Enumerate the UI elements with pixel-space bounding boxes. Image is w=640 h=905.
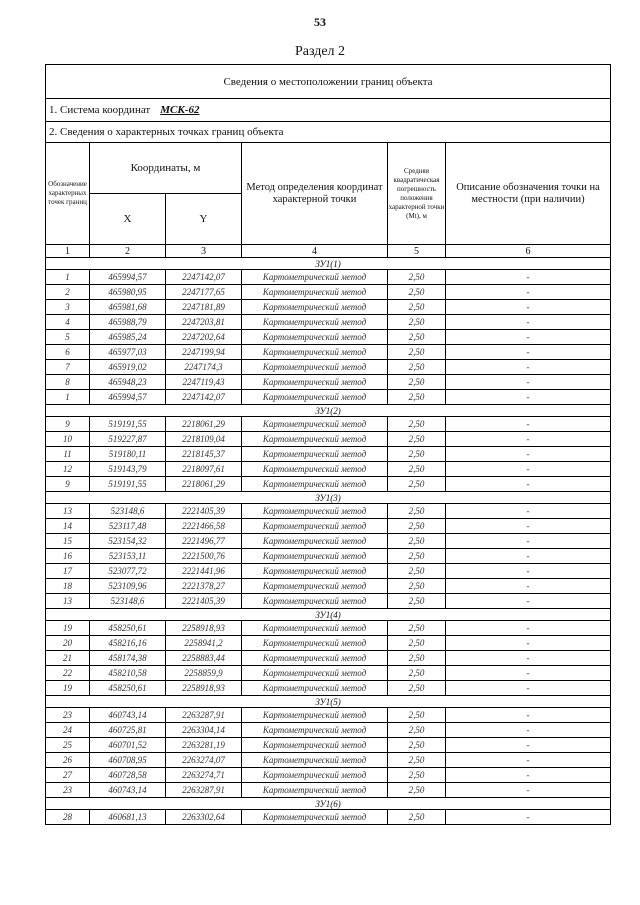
- cell-desc: -: [446, 330, 611, 345]
- cell-desc: -: [446, 477, 611, 492]
- cell-point-number: 11: [46, 447, 90, 462]
- cell-method: Картометрический метод: [242, 708, 388, 723]
- table-row: [46, 738, 611, 753]
- cell-x-coordinate: 465994,57: [90, 270, 166, 285]
- column-number: 1: [46, 245, 90, 258]
- cell-method: Картометрический метод: [242, 594, 388, 609]
- table-row: [46, 534, 611, 549]
- cell-method: Картометрический метод: [242, 390, 388, 405]
- cell-error: 2,50: [388, 651, 446, 666]
- cell-method: Картометрический метод: [242, 768, 388, 783]
- cell-desc: -: [446, 462, 611, 477]
- cell-y-coordinate: 2218109,04: [166, 432, 242, 447]
- cell-desc: -: [446, 564, 611, 579]
- group-row: [46, 609, 611, 621]
- cell-y-coordinate: 2247202,64: [166, 330, 242, 345]
- cell-method: Картометрический метод: [242, 579, 388, 594]
- group-name: ЗУ1(4): [46, 609, 611, 621]
- cell-error: 2,50: [388, 315, 446, 330]
- table-row: [46, 594, 611, 609]
- cell-error: 2,50: [388, 417, 446, 432]
- cell-y-coordinate: 2258859,9: [166, 666, 242, 681]
- cell-point-number: 4: [46, 315, 90, 330]
- cell-x-coordinate: 460701,52: [90, 738, 166, 753]
- cell-y-coordinate: 2221405,39: [166, 594, 242, 609]
- coordinate-system-row: [46, 99, 611, 122]
- cell-y-coordinate: 2258941,2: [166, 636, 242, 651]
- cell-y-coordinate: 2221466,58: [166, 519, 242, 534]
- cell-y-coordinate: 2263274,07: [166, 753, 242, 768]
- cell-point-number: 9: [46, 417, 90, 432]
- cell-x-coordinate: 519191,55: [90, 477, 166, 492]
- table-row: [46, 723, 611, 738]
- group-name: ЗУ1(5): [46, 696, 611, 708]
- cell-x-coordinate: 519143,79: [90, 462, 166, 477]
- cell-error: 2,50: [388, 681, 446, 696]
- cell-error: 2,50: [388, 432, 446, 447]
- cell-y-coordinate: 2221378,27: [166, 579, 242, 594]
- cell-y-coordinate: 2247177,65: [166, 285, 242, 300]
- table-row: [46, 768, 611, 783]
- cell-point-number: 6: [46, 345, 90, 360]
- cell-desc: -: [446, 621, 611, 636]
- cell-method: Картометрический метод: [242, 681, 388, 696]
- cell-point-number: 24: [46, 723, 90, 738]
- cell-method: Картометрический метод: [242, 810, 388, 825]
- group-row: [46, 258, 611, 270]
- cell-point-number: 23: [46, 708, 90, 723]
- cell-point-number: 19: [46, 621, 90, 636]
- cell-desc: -: [446, 636, 611, 651]
- cell-method: Картометрический метод: [242, 447, 388, 462]
- header-method: Метод определения координат характерной точки: [242, 143, 388, 245]
- table-row: [46, 390, 611, 405]
- cell-x-coordinate: 460725,81: [90, 723, 166, 738]
- cell-error: 2,50: [388, 462, 446, 477]
- cell-point-number: 12: [46, 462, 90, 477]
- cell-method: Картометрический метод: [242, 432, 388, 447]
- cell-method: Картометрический метод: [242, 270, 388, 285]
- table-row: [46, 315, 611, 330]
- cell-x-coordinate: 458210,58: [90, 666, 166, 681]
- cell-y-coordinate: 2218061,29: [166, 477, 242, 492]
- cell-x-coordinate: 460708,95: [90, 753, 166, 768]
- cell-method: Картометрический метод: [242, 738, 388, 753]
- cell-desc: -: [446, 534, 611, 549]
- table-row: [46, 345, 611, 360]
- cell-point-number: 15: [46, 534, 90, 549]
- cell-error: 2,50: [388, 390, 446, 405]
- cell-method: Картометрический метод: [242, 621, 388, 636]
- cell-error: 2,50: [388, 504, 446, 519]
- coordinate-system-label: 1. Система координат: [49, 104, 151, 116]
- table-banner: Сведения о местоположении границ объекта: [46, 65, 611, 99]
- cell-error: 2,50: [388, 621, 446, 636]
- cell-error: 2,50: [388, 768, 446, 783]
- cell-x-coordinate: 460728,58: [90, 768, 166, 783]
- table-row: [46, 564, 611, 579]
- cell-desc: -: [446, 285, 611, 300]
- cell-error: 2,50: [388, 534, 446, 549]
- cell-error: 2,50: [388, 477, 446, 492]
- table-row: [46, 783, 611, 798]
- cell-desc: -: [446, 738, 611, 753]
- table-row: [46, 270, 611, 285]
- cell-y-coordinate: 2221405,39: [166, 504, 242, 519]
- cell-method: Картометрический метод: [242, 549, 388, 564]
- cell-y-coordinate: 2263302,64: [166, 810, 242, 825]
- cell-point-number: 7: [46, 360, 90, 375]
- cell-method: Картометрический метод: [242, 375, 388, 390]
- table-row: [46, 621, 611, 636]
- cell-method: Картометрический метод: [242, 477, 388, 492]
- cell-desc: -: [446, 708, 611, 723]
- cell-desc: -: [446, 270, 611, 285]
- column-number: 3: [166, 245, 242, 258]
- cell-method: Картометрический метод: [242, 330, 388, 345]
- cell-point-number: 17: [46, 564, 90, 579]
- cell-error: 2,50: [388, 330, 446, 345]
- cell-method: Картометрический метод: [242, 345, 388, 360]
- cell-x-coordinate: 465985,24: [90, 330, 166, 345]
- cell-x-coordinate: 523154,32: [90, 534, 166, 549]
- cell-error: 2,50: [388, 783, 446, 798]
- group-name: ЗУ1(1): [46, 258, 611, 270]
- cell-error: 2,50: [388, 300, 446, 315]
- cell-point-number: 2: [46, 285, 90, 300]
- cell-method: Картометрический метод: [242, 651, 388, 666]
- cell-error: 2,50: [388, 345, 446, 360]
- cell-desc: -: [446, 375, 611, 390]
- coordinate-system-value: МСК-62: [160, 104, 200, 116]
- cell-method: Картометрический метод: [242, 285, 388, 300]
- cell-point-number: 3: [46, 300, 90, 315]
- cell-method: Картометрический метод: [242, 315, 388, 330]
- table-row: [46, 681, 611, 696]
- cell-error: 2,50: [388, 519, 446, 534]
- cell-error: 2,50: [388, 753, 446, 768]
- cell-desc: -: [446, 753, 611, 768]
- table-row: [46, 432, 611, 447]
- group-name: ЗУ1(2): [46, 405, 611, 417]
- cell-x-coordinate: 460681,13: [90, 810, 166, 825]
- cell-x-coordinate: 465980,95: [90, 285, 166, 300]
- table-row: [46, 810, 611, 825]
- cell-point-number: 13: [46, 504, 90, 519]
- cell-point-number: 26: [46, 753, 90, 768]
- cell-method: Картометрический метод: [242, 753, 388, 768]
- table-row: [46, 462, 611, 477]
- cell-desc: -: [446, 360, 611, 375]
- cell-y-coordinate: 2247119,43: [166, 375, 242, 390]
- header-y: Y: [166, 194, 242, 245]
- cell-error: 2,50: [388, 447, 446, 462]
- table-row: [46, 330, 611, 345]
- cell-method: Картометрический метод: [242, 504, 388, 519]
- cell-method: Картометрический метод: [242, 462, 388, 477]
- cell-y-coordinate: 2263287,91: [166, 783, 242, 798]
- table-row: [46, 753, 611, 768]
- cell-x-coordinate: 523148,6: [90, 594, 166, 609]
- table-row: [46, 666, 611, 681]
- table-row: [46, 300, 611, 315]
- cell-desc: -: [446, 768, 611, 783]
- cell-y-coordinate: 2263304,14: [166, 723, 242, 738]
- cell-error: 2,50: [388, 810, 446, 825]
- cell-error: 2,50: [388, 360, 446, 375]
- cell-method: Картометрический метод: [242, 636, 388, 651]
- cell-x-coordinate: 523148,6: [90, 504, 166, 519]
- cell-x-coordinate: 458250,61: [90, 621, 166, 636]
- cell-error: 2,50: [388, 594, 446, 609]
- table-row: [46, 504, 611, 519]
- cell-error: 2,50: [388, 285, 446, 300]
- cell-point-number: 21: [46, 651, 90, 666]
- boundary-table: [45, 64, 611, 825]
- cell-desc: -: [446, 666, 611, 681]
- cell-x-coordinate: 519180,11: [90, 447, 166, 462]
- cell-desc: -: [446, 345, 611, 360]
- cell-error: 2,50: [388, 666, 446, 681]
- cell-x-coordinate: 519227,87: [90, 432, 166, 447]
- column-numbers-row: [46, 245, 611, 258]
- cell-error: 2,50: [388, 375, 446, 390]
- cell-desc: -: [446, 579, 611, 594]
- cell-desc: -: [446, 723, 611, 738]
- cell-method: Картометрический метод: [242, 564, 388, 579]
- cell-desc: -: [446, 417, 611, 432]
- cell-desc: -: [446, 300, 611, 315]
- cell-point-number: 1: [46, 270, 90, 285]
- cell-x-coordinate: 460743,14: [90, 708, 166, 723]
- section-title: Раздел 2: [294, 44, 346, 59]
- table-row: [46, 447, 611, 462]
- header-description: Описание обозначения точки на местности (при наличии): [446, 143, 611, 245]
- cell-method: Картометрический метод: [242, 723, 388, 738]
- cell-desc: -: [446, 315, 611, 330]
- group-row: [46, 492, 611, 504]
- cell-point-number: 22: [46, 666, 90, 681]
- group-row: [46, 798, 611, 810]
- cell-error: 2,50: [388, 708, 446, 723]
- cell-point-number: 9: [46, 477, 90, 492]
- table-row: [46, 519, 611, 534]
- cell-point-number: 19: [46, 681, 90, 696]
- cell-point-number: 10: [46, 432, 90, 447]
- cell-y-coordinate: 2247174,3: [166, 360, 242, 375]
- cell-x-coordinate: 458174,38: [90, 651, 166, 666]
- cell-method: Картометрический метод: [242, 519, 388, 534]
- table-row: [46, 708, 611, 723]
- cell-x-coordinate: 465981,68: [90, 300, 166, 315]
- cell-y-coordinate: 2258918,93: [166, 681, 242, 696]
- cell-desc: -: [446, 594, 611, 609]
- cell-desc: -: [446, 504, 611, 519]
- cell-x-coordinate: 465977,03: [90, 345, 166, 360]
- cell-error: 2,50: [388, 636, 446, 651]
- cell-y-coordinate: 2263274,71: [166, 768, 242, 783]
- cell-y-coordinate: 2247203,81: [166, 315, 242, 330]
- cell-x-coordinate: 523077,72: [90, 564, 166, 579]
- table-row: [46, 285, 611, 300]
- cell-x-coordinate: 523153,11: [90, 549, 166, 564]
- group-row: [46, 405, 611, 417]
- cell-y-coordinate: 2218061,29: [166, 417, 242, 432]
- header-error: Средняя квадратическая погрешность положения характерной точки (Mt), м: [388, 143, 446, 245]
- header-coordinates: Координаты, м: [90, 143, 242, 194]
- cell-x-coordinate: 465919,02: [90, 360, 166, 375]
- cell-y-coordinate: 2218145,37: [166, 447, 242, 462]
- cell-x-coordinate: 458216,16: [90, 636, 166, 651]
- cell-point-number: 16: [46, 549, 90, 564]
- cell-y-coordinate: 2263287,91: [166, 708, 242, 723]
- cell-desc: -: [446, 651, 611, 666]
- cell-method: Картометрический метод: [242, 360, 388, 375]
- cell-y-coordinate: 2221441,96: [166, 564, 242, 579]
- cell-method: Картометрический метод: [242, 666, 388, 681]
- cell-x-coordinate: 523109,96: [90, 579, 166, 594]
- column-number: 4: [242, 245, 388, 258]
- cell-desc: -: [446, 783, 611, 798]
- cell-y-coordinate: 2247142,07: [166, 270, 242, 285]
- table-row: [46, 549, 611, 564]
- table-row: [46, 417, 611, 432]
- cell-error: 2,50: [388, 549, 446, 564]
- cell-point-number: 13: [46, 594, 90, 609]
- cell-point-number: 1: [46, 390, 90, 405]
- cell-point-number: 18: [46, 579, 90, 594]
- cell-point-number: 25: [46, 738, 90, 753]
- cell-x-coordinate: 460743,14: [90, 783, 166, 798]
- column-number: 6: [446, 245, 611, 258]
- cell-point-number: 14: [46, 519, 90, 534]
- cell-desc: -: [446, 432, 611, 447]
- cell-x-coordinate: 465994,57: [90, 390, 166, 405]
- cell-point-number: 20: [46, 636, 90, 651]
- table-row: [46, 651, 611, 666]
- table-row: [46, 360, 611, 375]
- cell-point-number: 8: [46, 375, 90, 390]
- cell-point-number: 28: [46, 810, 90, 825]
- header-designation: Обозначение характерных точек границ: [46, 143, 90, 245]
- table-row: [46, 579, 611, 594]
- cell-error: 2,50: [388, 270, 446, 285]
- cell-y-coordinate: 2247181,89: [166, 300, 242, 315]
- cell-error: 2,50: [388, 723, 446, 738]
- points-heading: 2. Сведения о характерных точках границ объекта: [46, 122, 611, 143]
- cell-desc: -: [446, 447, 611, 462]
- cell-y-coordinate: 2258883,44: [166, 651, 242, 666]
- cell-desc: -: [446, 810, 611, 825]
- cell-point-number: 5: [46, 330, 90, 345]
- table-row: [46, 477, 611, 492]
- cell-point-number: 23: [46, 783, 90, 798]
- cell-error: 2,50: [388, 738, 446, 753]
- header-x: X: [90, 194, 166, 245]
- cell-x-coordinate: 519191,55: [90, 417, 166, 432]
- table-row: [46, 375, 611, 390]
- table-row: [46, 636, 611, 651]
- cell-x-coordinate: 458250,61: [90, 681, 166, 696]
- cell-method: Картометрический метод: [242, 534, 388, 549]
- group-name: ЗУ1(3): [46, 492, 611, 504]
- cell-desc: -: [446, 390, 611, 405]
- cell-desc: -: [446, 549, 611, 564]
- cell-point-number: 27: [46, 768, 90, 783]
- column-number: 2: [90, 245, 166, 258]
- cell-x-coordinate: 465988,79: [90, 315, 166, 330]
- group-row: [46, 696, 611, 708]
- cell-x-coordinate: 465948,23: [90, 375, 166, 390]
- cell-y-coordinate: 2247199,94: [166, 345, 242, 360]
- cell-y-coordinate: 2221500,76: [166, 549, 242, 564]
- cell-y-coordinate: 2247142,07: [166, 390, 242, 405]
- group-name: ЗУ1(6): [46, 798, 611, 810]
- cell-y-coordinate: 2221496,77: [166, 534, 242, 549]
- cell-method: Картометрический метод: [242, 417, 388, 432]
- cell-desc: -: [446, 519, 611, 534]
- cell-desc: -: [446, 681, 611, 696]
- cell-error: 2,50: [388, 564, 446, 579]
- cell-y-coordinate: 2218097,61: [166, 462, 242, 477]
- cell-error: 2,50: [388, 579, 446, 594]
- cell-method: Картометрический метод: [242, 783, 388, 798]
- page-number: 53: [314, 15, 326, 29]
- cell-y-coordinate: 2258918,93: [166, 621, 242, 636]
- column-number: 5: [388, 245, 446, 258]
- cell-y-coordinate: 2263281,19: [166, 738, 242, 753]
- cell-method: Картометрический метод: [242, 300, 388, 315]
- cell-x-coordinate: 523117,48: [90, 519, 166, 534]
